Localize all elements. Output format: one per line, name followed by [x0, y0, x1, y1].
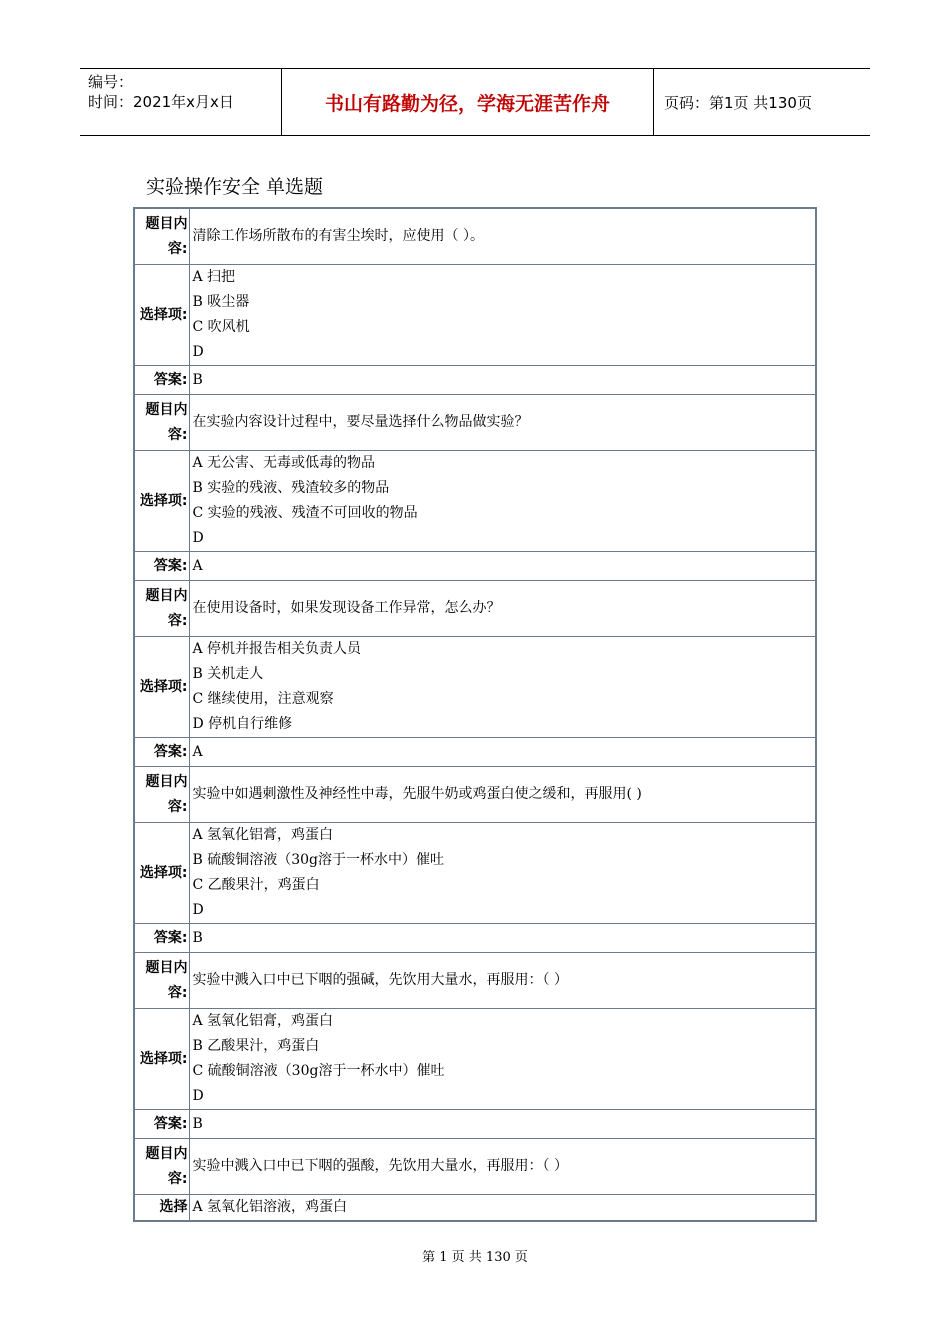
- option-item: D: [192, 530, 204, 546]
- question-content: 实验中如遇刺激性及神经性中毒，先服牛奶或鸡蛋白使之缓和，再服用( ): [189, 767, 816, 823]
- options-label: 选择项:: [134, 823, 189, 924]
- question-row: [134, 208, 816, 265]
- question-label: 题目内容:: [134, 581, 189, 637]
- option-item: C 继续使用，注意观察: [192, 691, 334, 707]
- option-item: D: [192, 1088, 204, 1104]
- question-label: 题目内容:: [134, 953, 189, 1009]
- question-row: [134, 767, 816, 823]
- option-item: C 硫酸铜溶液（30g溶于一杯水中）催吐: [192, 1063, 445, 1079]
- question-content: 在使用设备时，如果发现设备工作异常，怎么办？: [189, 581, 816, 637]
- answer-row: [134, 738, 816, 767]
- question-row: [134, 395, 816, 451]
- question-table: [133, 207, 817, 1222]
- question-label: 题目内容:: [134, 1139, 189, 1195]
- answer-row: [134, 366, 816, 395]
- answer-value: B: [189, 924, 816, 953]
- option-item: B 实验的残液、残渣较多的物品: [192, 480, 390, 496]
- options-label: 选择项:: [134, 637, 189, 738]
- options-row: [134, 637, 816, 738]
- document-title: 实验操作安全 单选题: [146, 176, 324, 198]
- option-item: A 氢氧化铝膏，鸡蛋白: [192, 1013, 334, 1029]
- options-row: [134, 823, 816, 924]
- answer-row: [134, 924, 816, 953]
- option-item: C 吹风机: [192, 319, 250, 335]
- option-item: A 氢氧化铝溶液，鸡蛋白: [192, 1199, 348, 1215]
- question-label: 题目内容:: [134, 395, 189, 451]
- options-list: [189, 1195, 816, 1222]
- option-item: D: [192, 902, 204, 918]
- header-meta: [80, 69, 282, 135]
- options-label: 选择项:: [134, 451, 189, 552]
- answer-label: 答案:: [134, 924, 189, 953]
- question-row: [134, 581, 816, 637]
- question-row: [134, 1139, 816, 1195]
- question-content: 在实验内容设计过程中，要尽量选择什么物品做实验？: [189, 395, 816, 451]
- page-footer: 第 1 页 共 130 页: [422, 1250, 528, 1265]
- options-label: 选择项:: [134, 1009, 189, 1110]
- options-label: 选择: [134, 1195, 189, 1222]
- option-item: B 关机走人: [192, 666, 264, 682]
- answer-row: [134, 552, 816, 581]
- question-content: 实验中溅入口中已下咽的强碱，先饮用大量水，再服用：（ ）: [189, 953, 816, 1009]
- option-item: A 无公害、无毒或低毒的物品: [192, 455, 376, 471]
- option-item: A 氢氧化铝膏，鸡蛋白: [192, 827, 334, 843]
- header-page-info: 页码：第1页 共130页: [664, 93, 812, 112]
- option-item: D: [192, 344, 204, 360]
- option-item: B 硫酸铜溶液（30g溶于一杯水中）催吐: [192, 852, 445, 868]
- options-list: [189, 823, 816, 924]
- answer-label: 答案:: [134, 366, 189, 395]
- answer-label: 答案:: [134, 552, 189, 581]
- question-label: 题目内容:: [134, 208, 189, 265]
- answer-value: B: [189, 1110, 816, 1139]
- options-list: [189, 265, 816, 366]
- options-row: [134, 1195, 816, 1222]
- option-item: D 停机自行维修: [192, 716, 293, 732]
- time-label: 时间：2021年x月x日: [88, 93, 234, 111]
- question-row: [134, 953, 816, 1009]
- option-item: B 吸尘器: [192, 294, 250, 310]
- answer-row: [134, 1110, 816, 1139]
- answer-value: B: [189, 366, 816, 395]
- option-item: A 扫把: [192, 269, 236, 285]
- header-motto: 书山有路勤为径，学海无涯苦作舟: [282, 69, 654, 135]
- option-item: C 实验的残液、残渣不可回收的物品: [192, 505, 418, 521]
- options-label: 选择项:: [134, 265, 189, 366]
- options-list: [189, 1009, 816, 1110]
- options-row: [134, 451, 816, 552]
- options-list: [189, 451, 816, 552]
- option-item: B 乙酸果汁，鸡蛋白: [192, 1038, 320, 1054]
- answer-label: 答案:: [134, 1110, 189, 1139]
- question-content: 实验中溅入口中已下咽的强酸，先饮用大量水，再服用：（ ）: [189, 1139, 816, 1195]
- answer-label: 答案:: [134, 738, 189, 767]
- answer-value: A: [189, 552, 816, 581]
- option-item: C 乙酸果汁，鸡蛋白: [192, 877, 320, 893]
- question-label: 题目内容:: [134, 767, 189, 823]
- question-content: 清除工作场所散布的有害尘埃时，应使用（ ）。: [189, 208, 816, 265]
- options-row: [134, 1009, 816, 1110]
- option-item: A 停机并报告相关负责人员: [192, 641, 362, 657]
- options-row: [134, 265, 816, 366]
- page-header: [80, 68, 870, 136]
- answer-value: A: [189, 738, 816, 767]
- options-list: [189, 637, 816, 738]
- number-label: 编号：: [88, 73, 134, 91]
